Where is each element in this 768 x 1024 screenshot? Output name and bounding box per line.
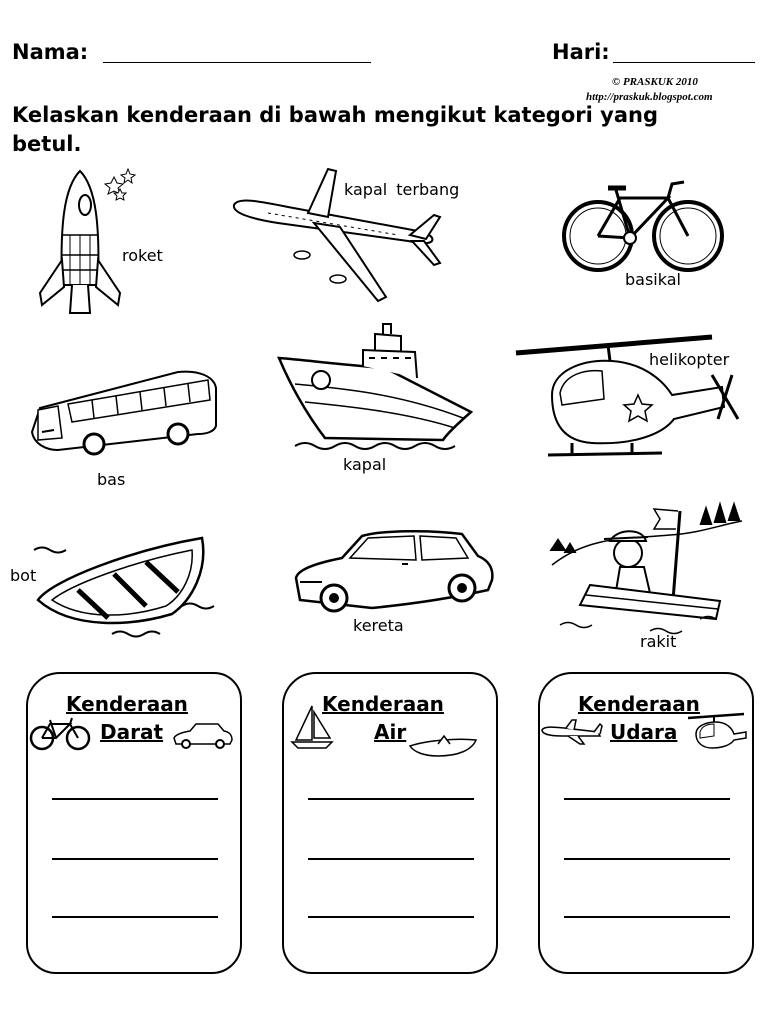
vehicle-label-helikopter: helikopter xyxy=(649,350,730,369)
answer-line[interactable] xyxy=(564,798,730,800)
bicycle-icon xyxy=(560,176,730,276)
car-icon xyxy=(292,528,497,618)
category-card-air xyxy=(282,672,498,974)
sailboat-icon xyxy=(290,704,334,750)
raft-icon xyxy=(550,495,745,650)
answer-line[interactable] xyxy=(308,798,474,800)
answer-line[interactable] xyxy=(52,916,218,918)
category-title-1: Kenderaan xyxy=(66,692,188,716)
vehicle-label-roket: roket xyxy=(122,246,163,265)
day-label: Hari: xyxy=(552,40,610,64)
instruction-text: Kelaskan kenderaan di bawah mengikut kategori yang betul. xyxy=(12,103,658,156)
category-card-udara xyxy=(538,672,754,974)
vehicle-label-basikal: basikal xyxy=(625,270,681,289)
vehicle-label-bot: bot xyxy=(10,566,37,585)
day-answer-line[interactable] xyxy=(613,62,755,63)
category-card-darat xyxy=(26,672,242,974)
vehicle-label-kereta: kereta xyxy=(353,616,404,635)
car-icon xyxy=(172,722,234,750)
vehicle-label-kapal-terbang: kapal terbang xyxy=(344,180,460,199)
category-title-1: Kenderaan xyxy=(322,692,444,716)
answer-line[interactable] xyxy=(52,858,218,860)
answer-line[interactable] xyxy=(52,798,218,800)
copyright-credit: © PRASKUK 2010 xyxy=(612,76,698,88)
vehicle-label-bas: bas xyxy=(97,470,126,489)
category-title-2: Udara xyxy=(610,720,678,744)
rocket-icon xyxy=(30,165,130,325)
blog-url: http://praskuk.blogspot.com xyxy=(586,91,713,103)
name-label: Nama: xyxy=(12,40,89,64)
airplane-icon xyxy=(540,718,604,746)
boat-icon xyxy=(408,732,478,760)
category-title-1: Kenderaan xyxy=(578,692,700,716)
name-answer-line[interactable] xyxy=(103,62,371,63)
answer-line[interactable] xyxy=(308,916,474,918)
answer-line[interactable] xyxy=(308,858,474,860)
ship-icon xyxy=(275,322,475,462)
category-title-2: Darat xyxy=(100,720,164,744)
category-title-2: Air xyxy=(374,720,407,744)
vehicle-label-rakit: rakit xyxy=(640,632,677,651)
helicopter-icon xyxy=(684,712,750,752)
bus-icon xyxy=(28,368,218,458)
bicycle-icon xyxy=(28,716,94,752)
boat-icon xyxy=(32,530,222,645)
answer-line[interactable] xyxy=(564,916,730,918)
vehicle-label-kapal: kapal xyxy=(343,455,387,474)
answer-line[interactable] xyxy=(564,858,730,860)
